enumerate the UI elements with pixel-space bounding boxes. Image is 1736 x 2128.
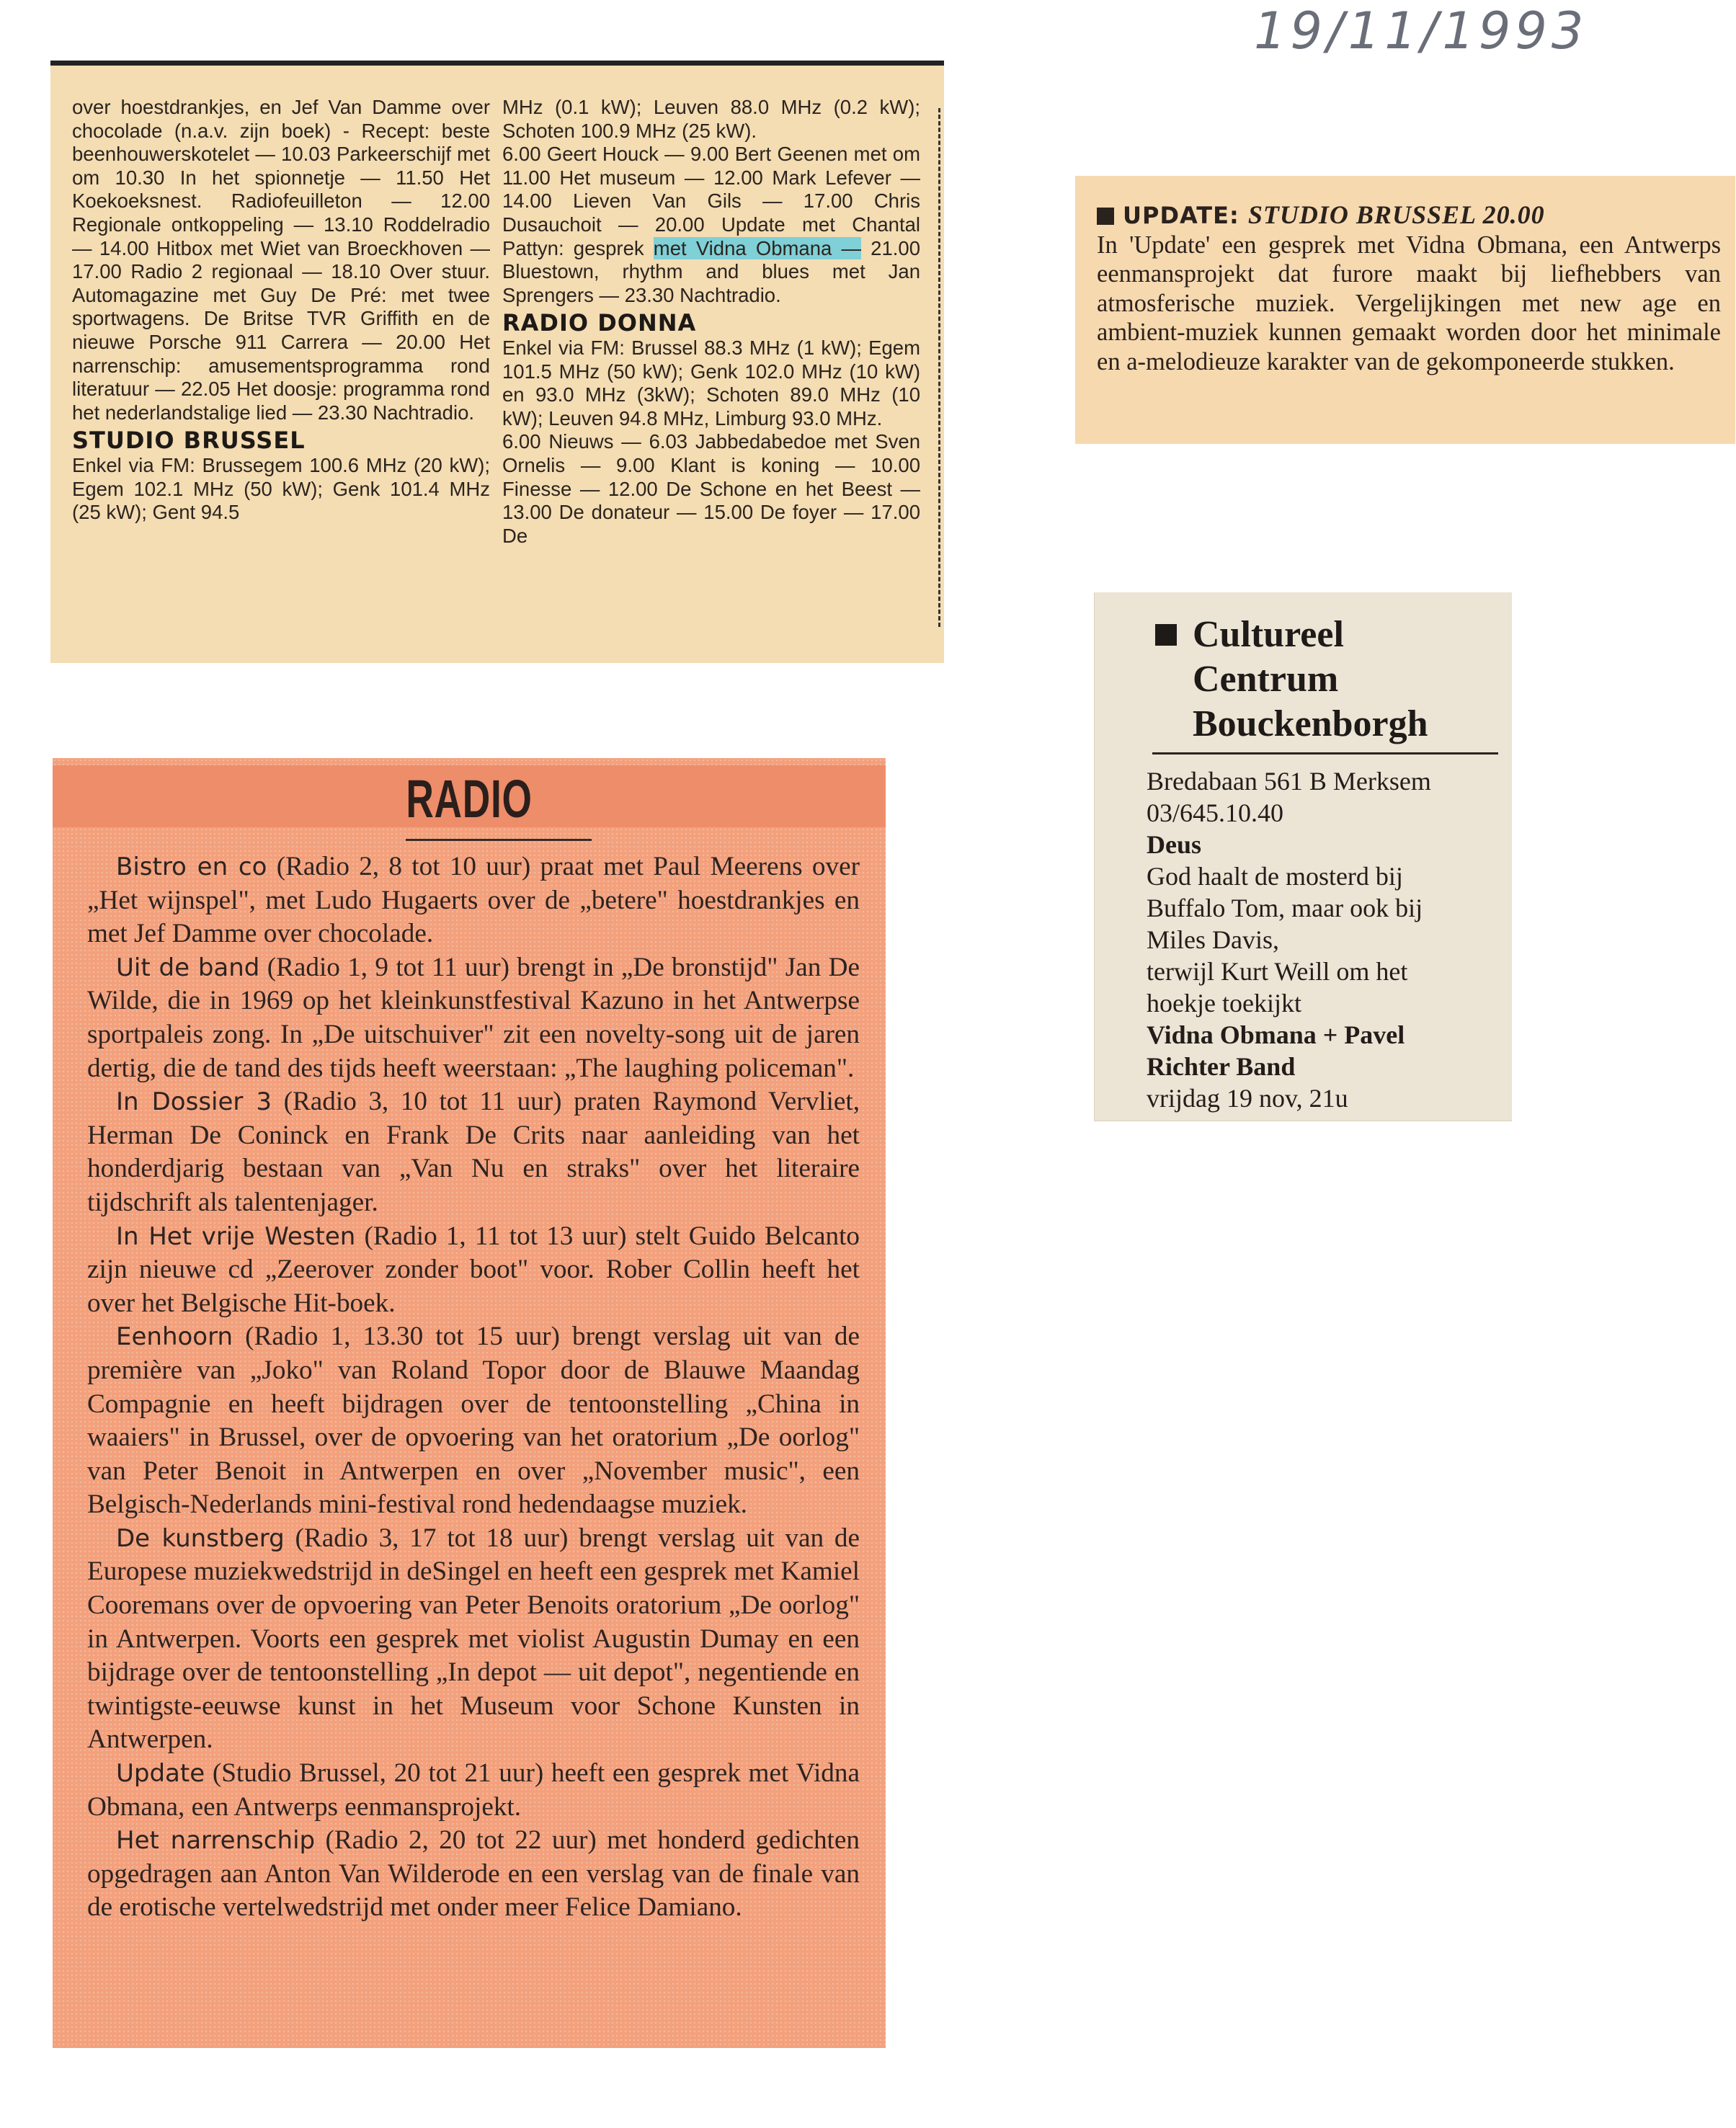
studio-brussel-heading: STUDIO BRUSSEL	[72, 427, 306, 455]
program-name: Bistro en co	[116, 852, 267, 881]
radio-donna-heading: RADIO DONNA	[502, 309, 697, 337]
update-heading	[1097, 202, 1545, 229]
program-name: Het narrenschip	[116, 1826, 316, 1856]
program-name: Update	[116, 1759, 205, 1789]
radio-donna-program: 6.00 Nieuws — 6.03 Jabbedabedoe met Sven Ornelis — 9.00 Klant is koning — 10.00 Finesse — 12.00 De Schone en het Beest — 13.00 De donateur — 15.00 De foyer — 17.00 De	[502, 430, 920, 547]
radio-item	[87, 1220, 860, 1321]
radio-item	[87, 850, 860, 951]
radio-title: RADIO	[406, 769, 533, 829]
cc-act-deus: Deus	[1147, 830, 1202, 859]
program-name: In Dossier 3	[116, 1087, 272, 1117]
program-name: Eenhoorn	[116, 1322, 233, 1352]
program-description: (Radio 1, 9 tot 11 uur) brengt in „De bronstijd" Jan De Wilde, die in 1969 op het kleinkunstfestival Kazuno in het Antwerpse sportpaleis zong. In „De uitschuiver" zit een novelty-song uit de jaren dertig, die de tand des tijds heeft weerstaan: „The laughing policeman".	[87, 952, 860, 1083]
program-description: (Radio 1, 11 tot 13 uur) stelt Guido Belcanto zijn nieuwe cd „Zeerover zonder boot" voor. Rober Collin heeft het over het Belgische Hit-boek.	[87, 1221, 860, 1318]
cc-act-description: Miles Davis,	[1147, 925, 1279, 954]
radio-item	[87, 1085, 860, 1219]
radio-item	[87, 1320, 860, 1522]
radio-article-body	[87, 850, 860, 1925]
bullet-square-icon	[1097, 208, 1114, 225]
studio-brussel-frequencies-cont: MHz (0.1 kW); Leuven 88.0 MHz (0.2 kW); Schoten 100.9 MHz (25 kW).	[502, 96, 920, 142]
program-description: (Radio 1, 13.30 tot 15 uur) brengt verslag uit van de première van „Joko" van Roland Topor door de Blauwe Maandag Compagnie en heeft bijdragen over de tentoonstelling „China in waaiers" in Brussel, over de opvoering van het oratorium „De oorlog" van Peter Benoit in Antwerpen en over „November music", een Belgisch-Nederlands mini-festival rond hedendaagse muziek.	[87, 1322, 860, 1520]
update-clipping	[1075, 176, 1735, 444]
cc-body	[1147, 765, 1485, 1114]
cc-phone: 03/645.10.40	[1147, 798, 1284, 827]
studio-brussel-program	[502, 143, 920, 307]
cc-title	[1152, 613, 1498, 747]
cc-act-description: Buffalo Tom, maar ook bij	[1147, 894, 1423, 922]
cc-act-description: God haalt de mosterd bij	[1147, 862, 1403, 891]
program-name: In Het vrije Westen	[116, 1221, 356, 1251]
cc-title-rule	[1152, 752, 1498, 754]
update-article	[1097, 200, 1721, 377]
program-description: (Radio 2, 20 tot 22 uur) met honderd gedichten opgedragen aan Anton Van Wilderode en een verslag van de finale van de erotische vertelwedstrijd met onder meer Felice Damiano.	[87, 1825, 860, 1923]
cc-address: Bredabaan 561 B Merksem	[1147, 767, 1431, 796]
program-name: Uit de band	[116, 953, 260, 982]
column-divider	[938, 108, 943, 627]
cc-title-line: Bouckenborgh	[1193, 703, 1428, 744]
cultureel-centrum-clipping	[1094, 592, 1512, 1121]
program-description: (Studio Brussel, 20 tot 21 uur) heeft een gesprek met Vidna Obmana, een Antwerps eenmansprojekt.	[87, 1758, 860, 1822]
cc-title-line: Centrum	[1193, 659, 1339, 700]
cc-title-line: Cultureel	[1193, 614, 1344, 655]
radio-item	[87, 1522, 860, 1757]
listing-left-text: over hoestdrankjes, en Jef Van Damme over chocolade (n.a.v. zijn boek) - Recept: beste beenhouwerskotelet — 10.03 Parkeerschijf met om 10.30 In het spionnetje — 11.50 Het Koekoeksnest. Radiofeuilleton — 12.00 Regionale ontkoppeling — 13.10 Roddelradio — 14.00 Hitbox met Wiet van Broeckhoven — 17.00 Radio 2 regionaal — 18.10 Over stuur. Automagazine met Guy De Pré: met twee sportwagens. De Britse TVR Griffith en de nieuwe Porsche 911 Carrera — 20.00 Het narrenschip: amusementsprogramma rond literatuur — 22.05 Het doosje: programma rond het nederlandstalige lied — 23.30 Nachtradio.	[72, 96, 490, 424]
listing-right-column	[502, 96, 920, 548]
program-text-before: 6.00 Geert Houck — 9.00 Bert Geenen met om 11.00 Het museum — 12.00 Mark Lefever — 14.00 Lieven Van Gils — 17.00 Chris Dusauchoit — 20.00 Update met Chantal Pattyn: gesprek	[502, 143, 920, 259]
radio-donna-frequencies: Enkel via FM: Brussel 88.3 MHz (1 kW); Egem 101.5 MHz (50 kW); Genk 102.0 MHz (10 kW) en 93.0 MHz (3kW); Schoten 89.0 MHz (10 kW); Leuven 94.8 MHz, Limburg 93.0 MHz.	[502, 336, 920, 429]
radio-item	[87, 951, 860, 1085]
cc-act-description: terwijl Kurt Weill om het	[1147, 957, 1408, 986]
program-text-after: 21.00 Bluestown, rhythm and blues met Jan Sprengers — 23.30 Nachtradio.	[502, 236, 920, 306]
radio-article-clipping	[53, 758, 886, 2048]
cc-event-date: vrijdag 19 nov, 21u	[1147, 1084, 1348, 1113]
cc-act-vidna-obmana: Vidna Obmana + Pavel	[1147, 1020, 1405, 1049]
program-description: (Radio 2, 8 tot 10 uur) praat met Paul Meerens over „Het wijnspel", met Ludo Hugaerts over de „betere" hoestdrankjes en met Jef Damme over chocolade.	[87, 852, 860, 949]
cc-act-vidna-obmana-cont: Richter Band	[1147, 1052, 1296, 1081]
radio-title-underline	[406, 839, 592, 841]
handwritten-date: 19/11/1993	[1254, 1, 1588, 61]
studio-brussel-frequencies: Enkel via FM: Brussegem 100.6 MHz (20 kW); Egem 102.1 MHz (50 kW); Genk 101.4 MHz (25 kW); Gent 94.5	[72, 453, 490, 524]
program-name: De kunstberg	[116, 1523, 285, 1553]
radio-listing-clipping	[50, 61, 944, 663]
radio-item	[87, 1824, 860, 1925]
program-description: (Radio 3, 17 tot 18 uur) brengt verslag uit van de Europese muziekwedstrijd in deSingel en heeft een gesprek met Kamiel Cooremans over de opvoering van Peter Benoits oratorium „De oorlog" in Antwerpen. Voorts een gesprek met violist Augustin Dumay en een bijdrage over de tentoonstelling „In depot — uit depot", negentiende en twintigste-eeuwse kunst in het Museum voor Schone Kunsten in Antwerpen.	[87, 1523, 860, 1755]
program-description: (Radio 3, 10 tot 11 uur) praten Raymond Vervliet, Herman De Coninck en Frank De Crits naar aanleiding van het honderdjarig bestaan van „Van Nu en straks" over het literaire tijdschrift als talentenjager.	[87, 1087, 860, 1217]
listing-left-column	[72, 96, 490, 525]
update-body-text: In 'Update' een gesprek met Vidna Obmana, een Antwerps eenmansprojekt dat furore maakt bij liefhebbers van atmosferische muziek. Vergelijkingen met new age en ambient-muziek kunnen gemaakt worden door het minimale en a-melodieuze karakter van de gekomponeerde stukken.	[1097, 231, 1721, 375]
update-heading-italic: STUDIO BRUSSEL 20.00	[1247, 200, 1545, 229]
update-heading-bold: UPDATE:	[1123, 202, 1239, 229]
radio-item	[87, 1757, 860, 1824]
highlighted-vidna-obmana: met Vidna Obmana —	[653, 236, 861, 259]
cc-act-description: hoekje toekijkt	[1147, 989, 1301, 1018]
